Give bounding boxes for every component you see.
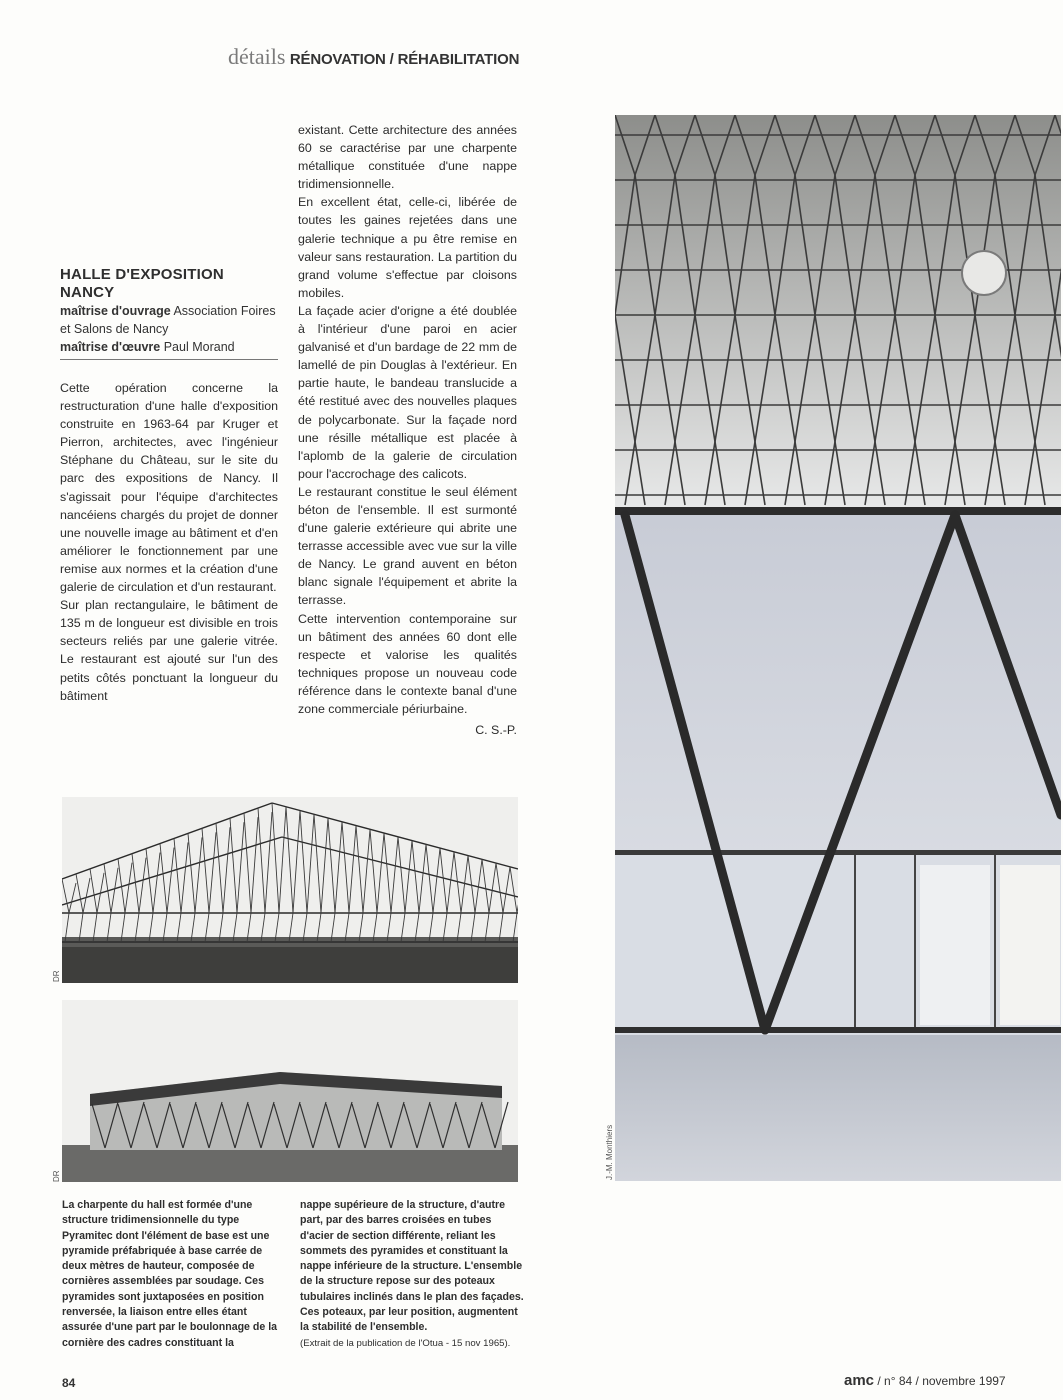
article-paragraph: En excellent état, celle-ci, libérée de toutes les gaines rejetées dans une galerie technique a pu être remise en valeur sans restauration. La partition du grand volume s'effectue par cloisons mobiles. bbox=[298, 195, 517, 300]
project-title bbox=[60, 266, 278, 302]
project-owner bbox=[60, 302, 278, 338]
interior-space-frame-illustration bbox=[615, 115, 1061, 1181]
project-title-line2: NANCY bbox=[60, 284, 115, 301]
architect-value: Paul Morand bbox=[163, 340, 235, 354]
caption-text: nappe supérieure de la structure, d'autre part, par des barres croisées en tubes d'acier de section différente, reliant les sommets des pyramides et constituant la nappe inférieure de la structure. L'ensemble de la structure repose sur des poteaux tubulaires inclinés dans le plan des façades. Ces poteaux, par leur position, augmentent la stabilité de l'ensemble. bbox=[300, 1199, 524, 1334]
owner-value: Association Foires et Salons de Nancy bbox=[60, 304, 276, 336]
issue-info: / n° 84 / novembre 1997 bbox=[877, 1374, 1006, 1388]
section-label: détails bbox=[228, 44, 286, 69]
interior-photo bbox=[615, 115, 1061, 1181]
caption-source: (Extrait de la publication de l'Otua - 15 nov 1965). bbox=[300, 1337, 511, 1349]
owner-label: maîtrise d'ouvrage bbox=[60, 304, 171, 318]
project-title-line1: HALLE D'EXPOSITION bbox=[60, 266, 224, 283]
article-column-1 bbox=[60, 379, 278, 705]
project-architect bbox=[60, 338, 278, 356]
divider bbox=[60, 359, 278, 360]
archive-photo-structure bbox=[62, 797, 518, 983]
article-paragraph: Le restaurant constitue le seul élément béton de l'ensemble. Il est surmonté d'une galerie extérieure qui abrite une terrasse accessible avec vue sur la ville de Nancy. Le grand auvent en béton blanc signale l'équipement et abrite la terrasse. bbox=[298, 484, 517, 608]
section-topic: RÉNOVATION / RÉHABILITATION bbox=[289, 51, 520, 68]
photo-credit: J.-M. Monthiers bbox=[605, 1124, 614, 1180]
archive-photo-hall bbox=[62, 1000, 518, 1182]
section-header bbox=[228, 44, 528, 70]
architect-label: maîtrise d'œuvre bbox=[60, 340, 161, 354]
hall-facade-illustration bbox=[62, 1000, 518, 1182]
article-paragraph: Cette opération concerne la restructuration d'une halle d'exposition construite en 1963-64 par Kruger et Pierron, architectes, avec l'ingénieur Stéphane du Château, sur le site du parc des expositions de Nancy. Il s'agissait pour l'équipe d'architectes nancéiens chargés du projet de donner une nouvelle image au bâtiment et d'en améliorer le fonctionnement par une remise aux normes et la création d'une galerie de circulation et d'un restaurant. bbox=[60, 381, 278, 595]
page-number: 84 bbox=[62, 1376, 76, 1390]
article-paragraph: La façade acier d'origne a été doublée à l'intérieur d'une paroi en acier galvanisé et d'un bardage de 22 mm de lamellé de pin Douglas à l'extérieur. En partie haute, le bandeau translucide a été restitué avec des nouvelles plaques de polycarbonate. Sur la façade nord une résille métallique est placée à l'aplomb de la galerie de circulation pour l'accrochage des calicots. bbox=[298, 303, 517, 481]
caption-column-1: La charpente du hall est formée d'une structure tridimensionnelle du type Pyramitec dont l'élément de base est une pyramide préfabriquée à base carrée de deux mètres de hauteur, composée de cornières assemblées par soudage. Ces pyramides sont juxtaposées en position renversée, la liaison entre elles étant assurée d'une part par le boulonnage de la cornière des cadres constituant la bbox=[62, 1199, 278, 1349]
article-paragraph: existant. Cette architecture des années 60 se caractérise par une charpente métallique constituée d'une nappe tridimensionnelle. bbox=[298, 123, 517, 192]
space-frame-illustration bbox=[62, 797, 518, 983]
footer-issue bbox=[844, 1372, 1006, 1389]
article-column-2 bbox=[298, 121, 517, 739]
photo-credit: DR bbox=[52, 1170, 61, 1182]
photo-credit: DR bbox=[52, 970, 61, 982]
magazine-name: amc bbox=[844, 1372, 875, 1389]
article-signature: C. S.-P. bbox=[475, 723, 517, 738]
project-info bbox=[60, 266, 278, 360]
article-paragraph: Cette intervention contemporaine sur un bâtiment des années 60 dont elle respecte et valorise les qualités techniques propose un nouveau code référence dans le contexte banal d'une zone commerciale périurbaine. bbox=[298, 611, 517, 716]
article-paragraph: Sur plan rectangulaire, le bâtiment de 135 m de longueur est divisible en trois secteurs reliés par une galerie vitrée. Le restaurant est ajouté sur l'un des petits côtés ponctuant la longueur du bâtiment bbox=[60, 598, 278, 703]
caption-column-2 bbox=[300, 1198, 524, 1351]
